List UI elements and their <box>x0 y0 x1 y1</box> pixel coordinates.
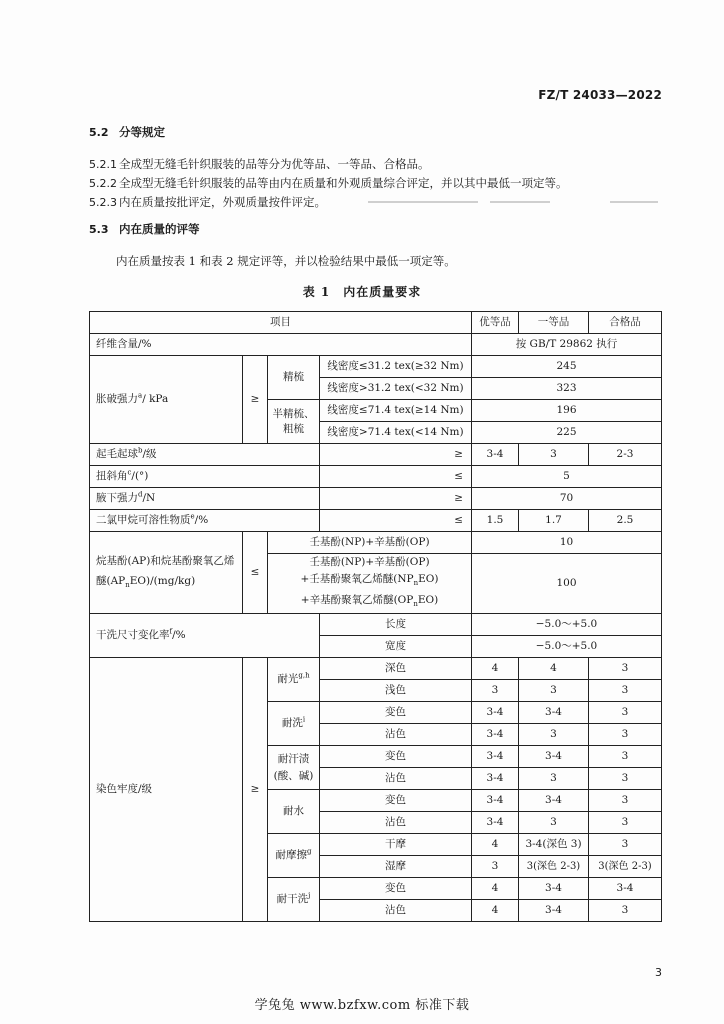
fastness-value: 3 <box>589 790 662 812</box>
dcm-value-first: 1.7 <box>519 510 589 532</box>
skew-value: 5 <box>472 466 662 488</box>
table-row <box>90 356 662 378</box>
fastness-sub-label: 干摩 <box>320 834 472 856</box>
fastness-value: 3 <box>472 680 519 702</box>
fiber-content-value: 按 GB/T 29862 执行 <box>472 334 662 356</box>
armpit-operator: ≥ <box>320 488 472 510</box>
fastness-value: 3 <box>519 724 589 746</box>
fastness-dryclean-label: 耐干洗$^j$ <box>268 878 320 922</box>
burst-condition: 线密度>31.2 tex(<32 Nm) <box>320 378 472 400</box>
table-row <box>90 532 662 554</box>
section-5-2-heading <box>89 124 165 140</box>
fastness-water-label: 耐水 <box>268 790 320 834</box>
fastness-value: 3 <box>589 724 662 746</box>
burst-value: 323 <box>472 378 662 400</box>
fastness-value: 3-4(深色 3) <box>519 834 589 856</box>
clause-5-2-3 <box>89 194 326 210</box>
ap-value-2: 100 <box>472 554 662 614</box>
table-header-row <box>90 312 662 334</box>
scan-smudge <box>368 201 478 203</box>
fiber-content-label: 纤维含量/% <box>90 334 472 356</box>
clause-text: 内在质量按批评定，外观质量按件评定。 <box>119 195 326 209</box>
pilling-label: 起毛起球$^b$/级 <box>90 444 320 466</box>
fastness-value: 3 <box>472 856 519 878</box>
section-number: 5.3 <box>89 223 109 236</box>
burst-strength-label: 胀破强力$^a$/ kPa <box>90 356 243 444</box>
fastness-value: 3 <box>519 812 589 834</box>
standard-number: FZ/T 24033—2022 <box>538 88 662 102</box>
header-grade-first: 一等品 <box>519 312 589 334</box>
fastness-sub-label: 变色 <box>320 878 472 900</box>
fastness-sub-label: 沾色 <box>320 768 472 790</box>
fastness-value: 3-4 <box>472 812 519 834</box>
skew-angle-label: 扭斜角$^c$/(°) <box>90 466 320 488</box>
fastness-light-label: 耐光$^{g,h}$ <box>268 658 320 702</box>
fastness-value: 3 <box>589 702 662 724</box>
page-number: 3 <box>655 966 662 979</box>
dcm-value-qualified: 2.5 <box>589 510 662 532</box>
fastness-value: 3 <box>589 680 662 702</box>
inner-quality-table <box>89 311 662 922</box>
table-row <box>90 334 662 356</box>
burst-operator: ≥ <box>243 356 268 444</box>
fastness-value: 3(深色 2-3) <box>519 856 589 878</box>
pilling-operator: ≥ <box>320 444 472 466</box>
ap-operator: ≤ <box>243 532 268 614</box>
dryclean-length-label: 长度 <box>320 614 472 636</box>
footer-watermark: 学兔兔 www.bzfxw.com 标准下载 <box>254 998 470 1013</box>
burst-semi-combed: 半精梳、粗梳 <box>268 400 320 444</box>
fastness-sub-label: 浅色 <box>320 680 472 702</box>
header-grade-qualified: 合格品 <box>589 312 662 334</box>
fastness-sub-label: 变色 <box>320 702 472 724</box>
dryclean-width-label: 宽度 <box>320 636 472 658</box>
fastness-sub-label: 湿摩 <box>320 856 472 878</box>
fastness-value: 3-4 <box>472 790 519 812</box>
burst-condition: 线密度>71.4 tex(<14 Nm) <box>320 422 472 444</box>
fastness-value: 3-4 <box>589 878 662 900</box>
clause-5-2-1 <box>89 156 430 172</box>
dcm-value-superior: 1.5 <box>472 510 519 532</box>
fastness-value: 4 <box>472 834 519 856</box>
fastness-value: 3 <box>589 658 662 680</box>
clause-number: 5.2.1 <box>89 158 117 171</box>
dcm-operator: ≤ <box>320 510 472 532</box>
fastness-label: 染色牢度/级 <box>90 658 243 922</box>
ap-label: 烷基酚(AP)和烷基酚聚氧乙烯 醚$(AP_nEO)/(mg/kg)$ <box>90 532 243 614</box>
fastness-operator: ≥ <box>243 658 268 922</box>
section-5-3-paragraph: 内在质量按表 1 和表 2 规定评等，并以检验结果中最低一项定等。 <box>116 254 456 268</box>
fastness-sub-label: 变色 <box>320 746 472 768</box>
fastness-value: 3 <box>519 680 589 702</box>
skew-operator: ≤ <box>320 466 472 488</box>
fastness-value: 3-4 <box>519 900 589 922</box>
clause-text: 全成型无缝毛针织服装的品等由内在质量和外观质量综合评定，并以其中最低一项定等。 <box>119 176 568 190</box>
fastness-value: 3-4 <box>519 878 589 900</box>
fastness-value: 4 <box>519 658 589 680</box>
fastness-sub-label: 沾色 <box>320 900 472 922</box>
fastness-value: 4 <box>472 878 519 900</box>
fastness-value: 3-4 <box>472 746 519 768</box>
scan-smudge <box>490 201 550 203</box>
section-5-3-heading <box>89 221 200 237</box>
fastness-value: 3-4 <box>472 702 519 724</box>
table-row <box>90 444 662 466</box>
fastness-value: 3-4 <box>519 702 589 724</box>
table-caption: 表 1 内在质量要求 <box>302 285 422 299</box>
fastness-value: 3-4 <box>519 746 589 768</box>
burst-value: 196 <box>472 400 662 422</box>
burst-condition: 线密度≤31.2 tex(≥32 Nm) <box>320 356 472 378</box>
fastness-sub-label: 变色 <box>320 790 472 812</box>
fastness-sub-label: 深色 <box>320 658 472 680</box>
pilling-value-first: 3 <box>519 444 589 466</box>
fastness-value: 4 <box>472 900 519 922</box>
scan-smudge <box>610 201 658 203</box>
fastness-value: 4 <box>472 658 519 680</box>
fastness-sweat-label: 耐汗渍 (酸、碱) <box>268 746 320 790</box>
burst-value: 245 <box>472 356 662 378</box>
ap-condition-1: 壬基酚(NP)+辛基酚(OP) <box>268 532 472 554</box>
fastness-value: 3(深色 2-3) <box>589 856 662 878</box>
table-row <box>90 466 662 488</box>
burst-combed: 精梳 <box>268 356 320 400</box>
fastness-value: 3 <box>589 768 662 790</box>
dcm-label: 二氯甲烷可溶性物质$^e$/% <box>90 510 320 532</box>
fastness-value: 3-4 <box>472 724 519 746</box>
armpit-value: 70 <box>472 488 662 510</box>
table-row <box>90 510 662 532</box>
burst-value: 225 <box>472 422 662 444</box>
table-row <box>90 488 662 510</box>
armpit-strength-label: 腋下强力$^d$/N <box>90 488 320 510</box>
dryclean-dimension-label: 干洗尺寸变化率$^f$/% <box>90 614 320 658</box>
section-title: 内在质量的评等 <box>119 222 200 236</box>
fastness-value: 3 <box>589 746 662 768</box>
pilling-value-superior: 3-4 <box>472 444 519 466</box>
clause-number: 5.2.2 <box>89 177 117 190</box>
fastness-rub-label: 耐摩擦$^g$ <box>268 834 320 878</box>
fastness-sub-label: 沾色 <box>320 724 472 746</box>
fastness-value: 3-4 <box>472 768 519 790</box>
clause-text: 全成型无缝毛针织服装的品等分为优等品、一等品、合格品。 <box>119 157 430 171</box>
fastness-value: 3-4 <box>519 790 589 812</box>
header-item: 项目 <box>90 312 472 334</box>
fastness-wash-label: 耐洗$^i$ <box>268 702 320 746</box>
ap-value-1: 10 <box>472 532 662 554</box>
section-number: 5.2 <box>89 126 109 139</box>
table-row <box>90 614 662 636</box>
fastness-value: 3 <box>589 900 662 922</box>
fastness-sub-label: 沾色 <box>320 812 472 834</box>
section-title: 分等规定 <box>119 125 165 139</box>
header-grade-superior: 优等品 <box>472 312 519 334</box>
pilling-value-qualified: 2-3 <box>589 444 662 466</box>
dryclean-length-value: −5.0～+5.0 <box>472 614 662 636</box>
fastness-value: 3 <box>589 834 662 856</box>
table-row <box>90 658 662 680</box>
clause-5-2-2 <box>89 175 568 191</box>
dryclean-width-value: −5.0～+5.0 <box>472 636 662 658</box>
ap-condition-2: 壬基酚(NP)+辛基酚(OP) +壬基酚聚氧乙烯醚$(NP_nEO)$ +辛基酚聚氧乙烯醚$(OP_nEO)$ <box>268 554 472 614</box>
clause-number: 5.2.3 <box>89 196 117 209</box>
burst-condition: 线密度≤71.4 tex(≥14 Nm) <box>320 400 472 422</box>
fastness-value: 3 <box>589 812 662 834</box>
fastness-value: 3 <box>519 768 589 790</box>
